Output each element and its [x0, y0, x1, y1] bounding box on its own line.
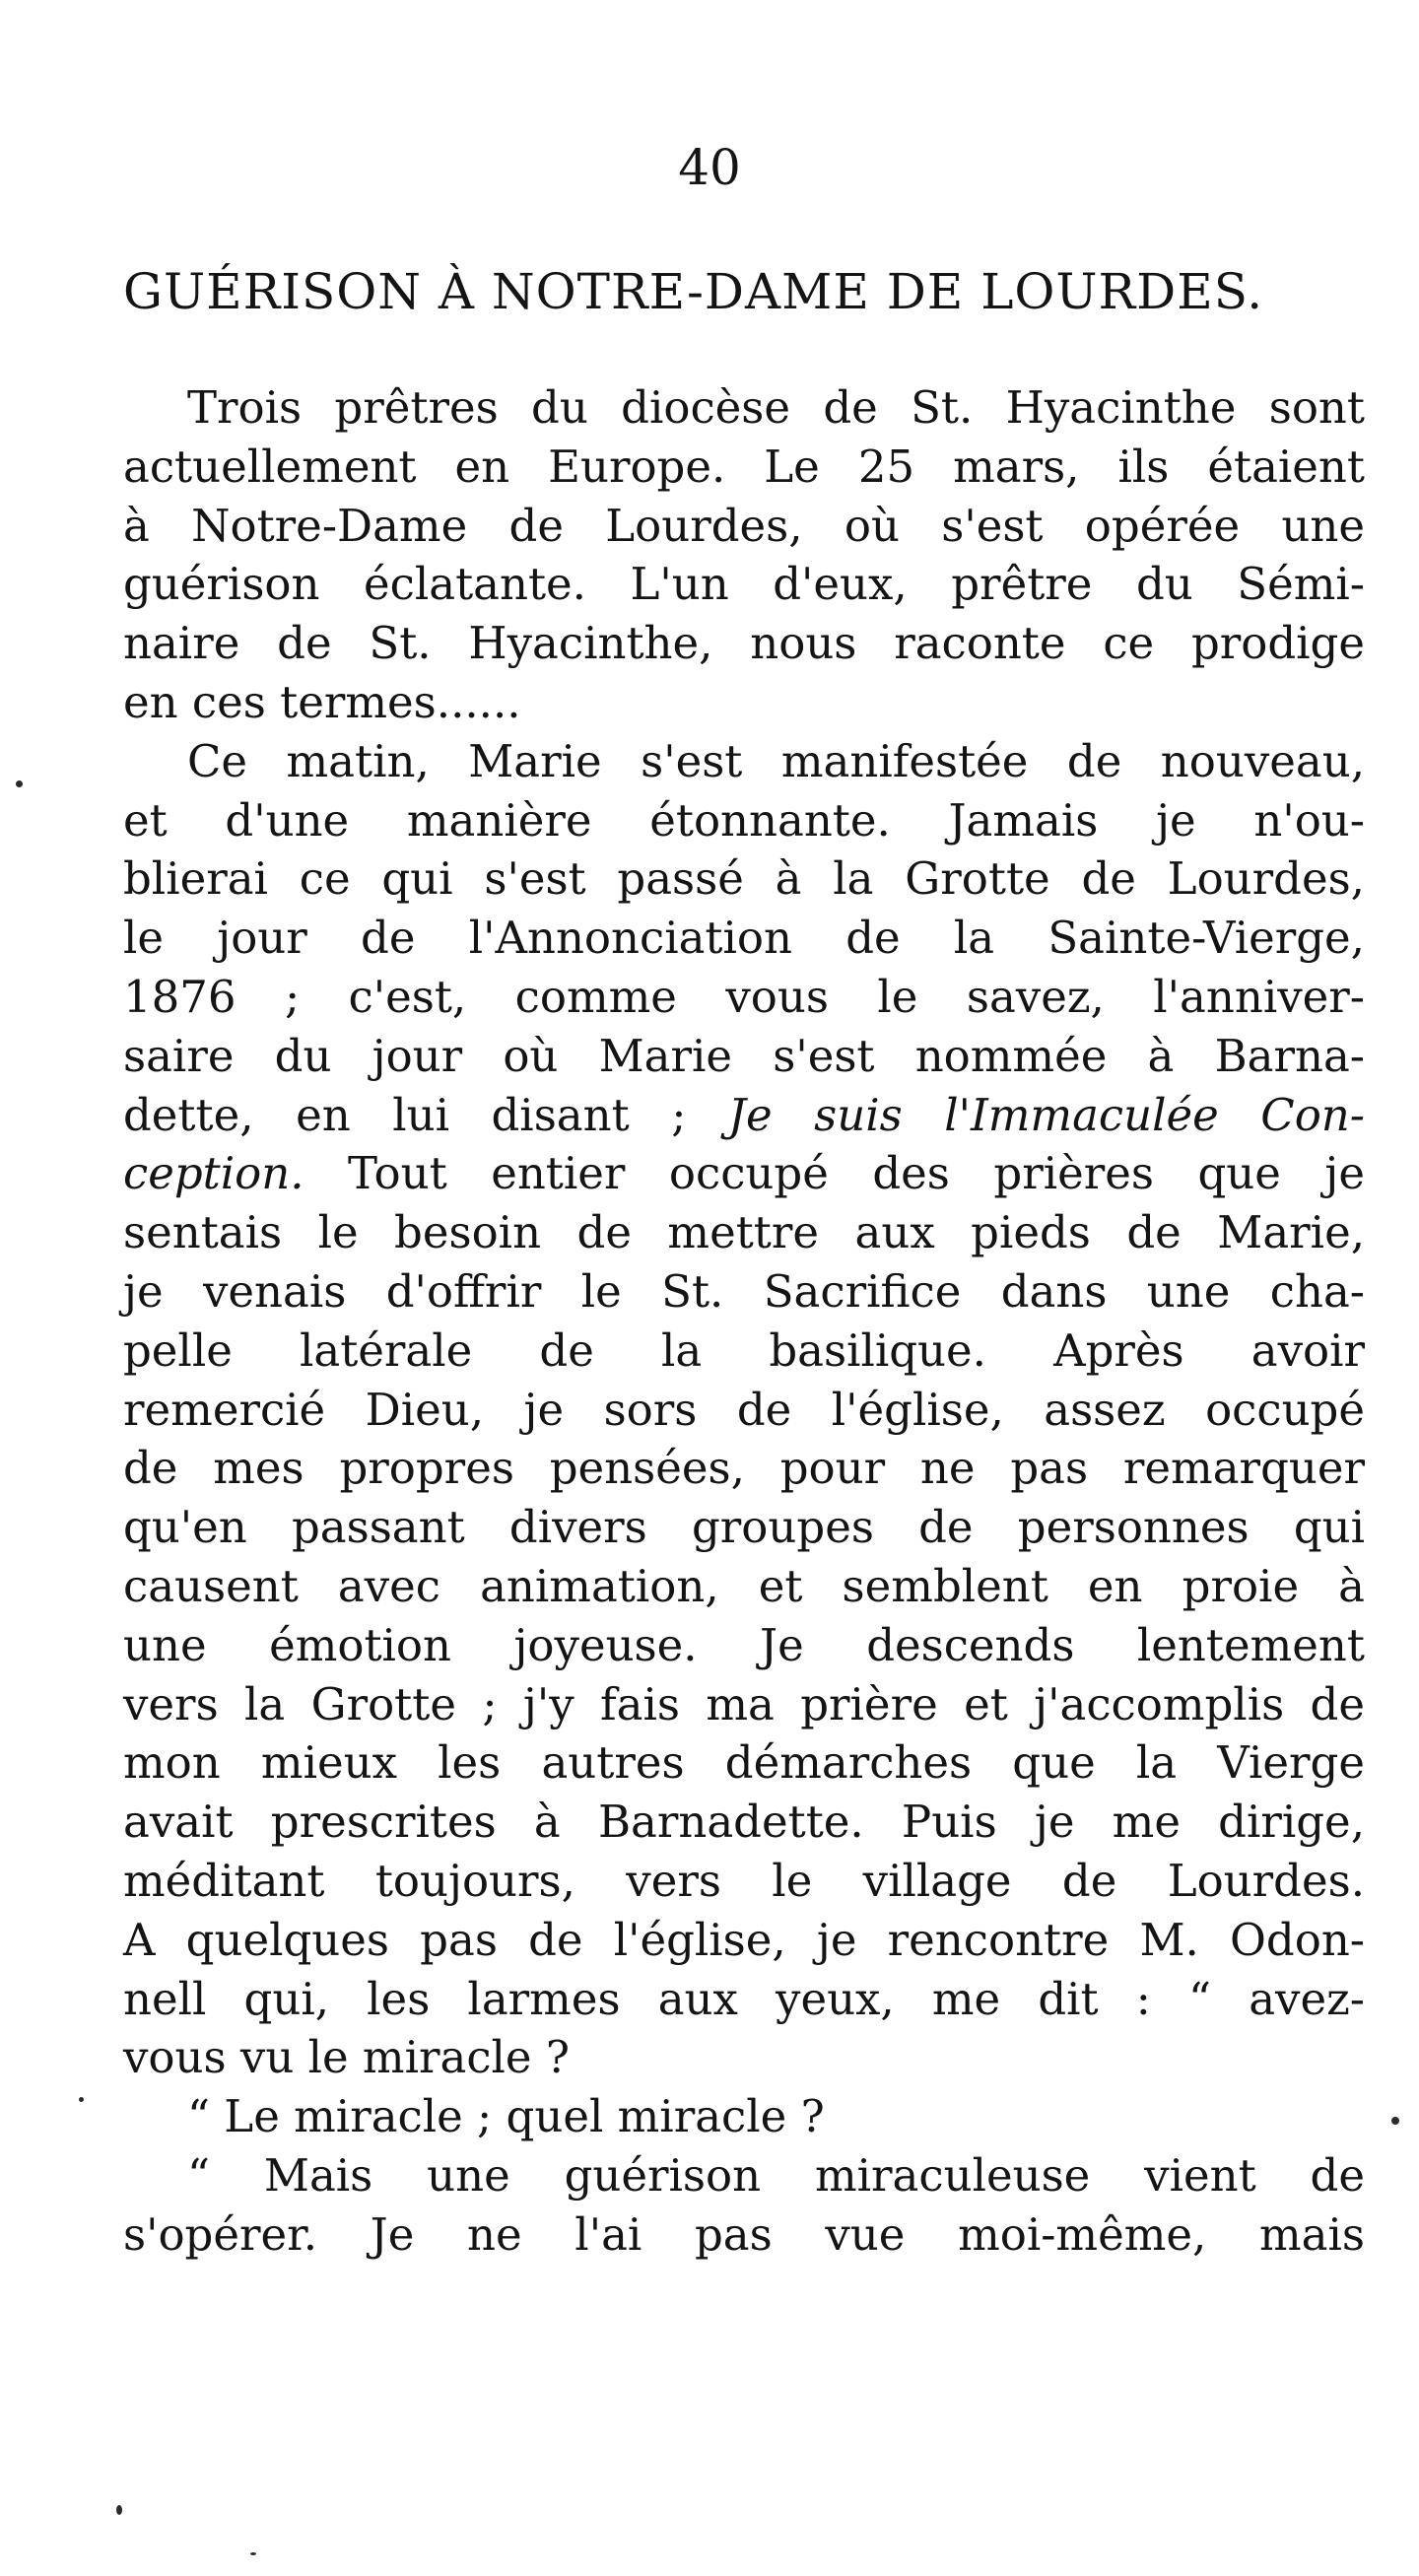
text-line: je venais d'offrir le St. Sacrifice dans une cha- — [123, 1264, 1365, 1318]
text-line: remercié Dieu, je sors de l'église, assez occupé — [123, 1383, 1365, 1436]
text-line: Ce matin, Marie s'est manifestée de nouveau, — [187, 734, 1365, 787]
text-line: saire du jour où Marie s'est nommée à Barna- — [123, 1029, 1365, 1082]
page-number: 40 — [678, 139, 741, 196]
ink-speck — [79, 2097, 84, 2102]
text-line: une émotion joyeuse. Je descends lentement — [123, 1618, 1365, 1671]
text-line: guérison éclatante. L'un d'eux, prêtre du Sémi- — [123, 558, 1365, 611]
text-line: qu'en passant divers groupes de personnes qui — [123, 1501, 1365, 1554]
text-line — [123, 1086, 1365, 1145]
italic-quote: Je suis l'Immaculée Con- — [727, 1088, 1365, 1141]
text-segment: Tout entier occupé des prières que je — [304, 1147, 1365, 1200]
text-line: à Notre-Dame de Lourdes, où s'est opérée une — [123, 499, 1365, 552]
text-line: naire de St. Hyacinthe, nous raconte ce prodige — [123, 617, 1365, 670]
ink-speck — [250, 2552, 256, 2555]
text-segment: dette, en lui disant ; — [123, 1088, 728, 1141]
text-line: causent avec animation, et semblent en proie à — [123, 1559, 1365, 1612]
text-line: de mes propres pensées, pour ne pas remarquer — [123, 1442, 1365, 1495]
text-line: en ces termes...... — [123, 675, 521, 728]
text-line: mon mieux les autres démarches que la Vierge — [123, 1736, 1365, 1790]
text-line: “ Le miracle ; quel miracle ? — [187, 2090, 825, 2143]
text-line: “ Mais une guérison miraculeuse vient de — [187, 2148, 1365, 2202]
italic-quote: ception. — [123, 1147, 304, 1200]
text-line: le jour de l'Annonciation de la Sainte-Vierge, — [123, 912, 1365, 965]
text-line: nell qui, les larmes aux yeux, me dit : “ avez- — [123, 1972, 1365, 2025]
text-line: pelle latérale de la basilique. Après avoir — [123, 1323, 1365, 1377]
text-line: et d'une manière étonnante. Jamais je n'ou- — [123, 793, 1365, 847]
text-line: vous vu le miracle ? — [123, 2031, 570, 2084]
ink-speck — [16, 780, 23, 787]
text-line: Trois prêtres du diocèse de St. Hyacinthe sont — [187, 381, 1365, 434]
text-line: méditant toujours, vers le village de Lourdes. — [123, 1854, 1365, 1907]
text-line — [123, 1144, 1365, 1203]
text-line: s'opérer. Je ne l'ai pas vue moi-même, mais — [123, 2207, 1365, 2261]
text-line: blierai ce qui s'est passé à la Grotte de Lourdes, — [123, 852, 1365, 906]
chapter-title: GUÉRISON À NOTRE-DAME DE LOURDES. — [123, 263, 1264, 320]
text-line: 1876 ; c'est, comme vous le savez, l'anniver- — [123, 970, 1365, 1023]
text-line: actuellement en Europe. Le 25 mars, ils étaient — [123, 440, 1365, 493]
body-text — [123, 378, 1365, 2265]
text-line: sentais le besoin de mettre aux pieds de Marie, — [123, 1206, 1365, 1259]
ink-speck — [1391, 2117, 1399, 2125]
text-line: avait prescrites à Barnadette. Puis je me dirige, — [123, 1796, 1365, 1849]
ink-speck — [116, 2505, 122, 2515]
text-line: vers la Grotte ; j'y fais ma prière et j'accomplis de — [123, 1677, 1365, 1730]
text-line: A quelques pas de l'église, je rencontre M. Odon- — [123, 1913, 1365, 1966]
